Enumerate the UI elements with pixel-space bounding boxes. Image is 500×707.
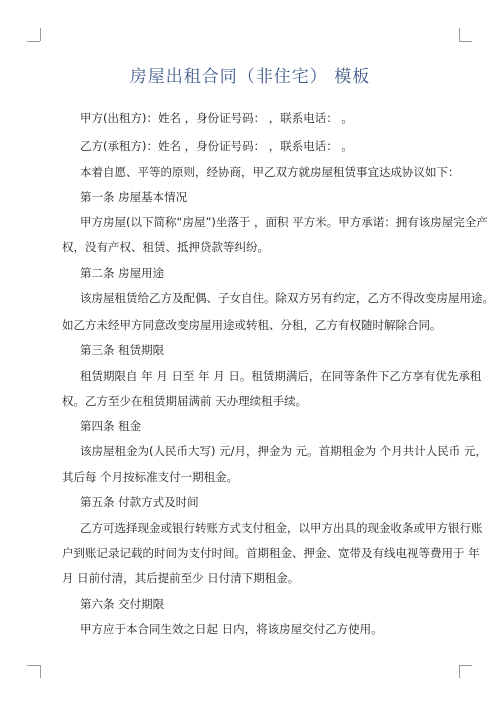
paragraph-line: 权，没有产权、租赁、抵押贷款等纠纷。 bbox=[62, 240, 269, 254]
article-heading: 第三条 租赁期限 bbox=[80, 343, 165, 357]
paragraph-line: 甲方房屋(以下简称“房屋”)坐落于 ，面积 平方米。甲方承诺：拥有该房屋完全产 bbox=[80, 215, 488, 229]
paragraph-line: 户到账记录记载的时间为支付时间。首期租金、押金、宽带及有线电视等费用于 年 bbox=[62, 546, 480, 560]
paragraph-line: 该房屋租赁给乙方及配偶、子女自住。除双方另有约定，乙方不得改变房屋用途。 bbox=[80, 291, 494, 305]
party-b-line: 乙方(承租方)：姓名 ，身份证号码： ，联系电话： 。 bbox=[80, 139, 353, 153]
crop-mark-bottom-left bbox=[40, 665, 41, 678]
crop-mark-bottom-right bbox=[459, 665, 460, 678]
preamble-line: 本着自愿、平等的原则，经协商，甲乙双方就房屋租赁事宜达成协议如下： bbox=[80, 165, 460, 179]
paragraph-line: 如乙方未经甲方同意改变房屋用途或转租、分租，乙方有权随时解除合同。 bbox=[62, 318, 442, 332]
crop-mark-bottom-left bbox=[27, 665, 40, 666]
paragraph-line: 乙方可选择现金或银行转账方式支付租金，以甲方出具的现金收条或甲方银行账 bbox=[80, 521, 483, 535]
paragraph-line: 该房屋租金为(人民币大写) 元/月，押金为 元。首期租金为 个月共计人民币 元， bbox=[80, 444, 487, 458]
document-title: 房屋出租合同（非住宅） 模板 bbox=[129, 67, 371, 87]
article-heading: 第四条 租金 bbox=[80, 419, 142, 433]
paragraph-line: 租赁期限自 年 月 日至 年 月 日。租赁期满后，在同等条件下乙方享有优先承租 bbox=[80, 369, 482, 383]
paragraph-line: 月 日前付清，其后提前至少 日付清下期租金。 bbox=[62, 571, 300, 585]
crop-mark-top-left bbox=[40, 28, 41, 41]
article-heading: 第五条 付款方式及时间 bbox=[80, 495, 199, 509]
paragraph-line: 甲方应于本合同生效之日起 日内，将该房屋交付乙方使用。 bbox=[80, 622, 383, 636]
crop-mark-top-right bbox=[459, 41, 472, 42]
crop-mark-top-right bbox=[459, 28, 460, 41]
crop-mark-top-left bbox=[27, 41, 40, 42]
article-heading: 第六条 交付期限 bbox=[80, 597, 165, 611]
article-heading: 第二条 房屋用途 bbox=[80, 266, 165, 280]
crop-mark-bottom-right bbox=[459, 665, 472, 666]
article-heading: 第一条 房屋基本情况 bbox=[80, 190, 188, 204]
paragraph-line: 权。乙方至少在租赁期届满前 天办理续租手续。 bbox=[62, 394, 308, 408]
paragraph-line: 其后每 个月按标准支付一期租金。 bbox=[62, 470, 239, 484]
party-a-line: 甲方(出租方)：姓名 ，身份证号码： ，联系电话： 。 bbox=[80, 111, 353, 125]
